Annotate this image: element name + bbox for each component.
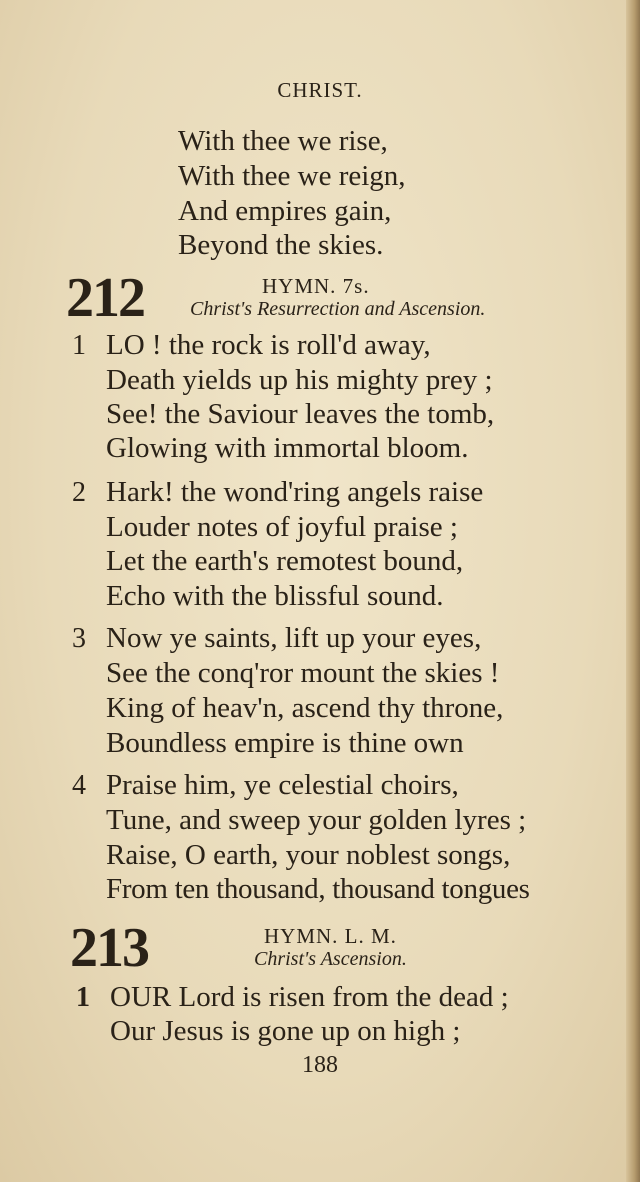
verse-line: Our Jesus is gone up on high ;: [110, 1015, 461, 1047]
stanza-number: 3: [72, 623, 86, 654]
verse-line: King of heav'n, ascend thy throne,: [106, 692, 504, 724]
verse-line: And empires gain,: [178, 195, 392, 227]
verse-line: Hark! the wond'ring angels raise: [106, 476, 484, 508]
hymn-title: HYMN. L. M.: [264, 924, 397, 948]
page-number: 188: [302, 1052, 338, 1078]
stanza-number: 1: [72, 330, 86, 361]
verse-line: Louder notes of joyful praise ;: [106, 511, 458, 543]
hymn-title: HYMN. 7s.: [262, 274, 370, 298]
verse-line: Death yields up his mighty prey ;: [106, 364, 493, 396]
page-edge: [626, 0, 640, 1182]
running-header: CHRIST.: [277, 78, 363, 102]
hymn-subtitle: Christ's Ascension.: [254, 948, 407, 970]
verse-line: Beyond the skies.: [178, 229, 384, 261]
verse-line: See! the Saviour leaves the tomb,: [106, 398, 495, 430]
hymn-subtitle: Christ's Resurrection and Ascension.: [190, 298, 486, 320]
verse-line: With thee we rise,: [178, 125, 388, 157]
verse-line: From ten thousand, thousand tongues: [106, 873, 530, 905]
verse-line: Praise him, ye celestial choirs,: [106, 769, 459, 801]
verse-line: Now ye saints, lift up your eyes,: [106, 622, 482, 654]
stanza-number: 1: [76, 982, 90, 1013]
hymn-number: 213: [70, 917, 148, 979]
hymn-number: 212: [66, 267, 144, 329]
verse-line: Let the earth's remotest bound,: [106, 545, 464, 577]
verse-line: With thee we reign,: [178, 160, 406, 192]
verse-line: Tune, and sweep your golden lyres ;: [106, 804, 527, 836]
verse-line: Echo with the blissful sound.: [106, 580, 444, 612]
verse-line: See the conq'ror mount the skies !: [106, 657, 500, 689]
verse-line: Raise, O earth, your noblest songs,: [106, 839, 511, 871]
verse-line: Glowing with immortal bloom.: [106, 432, 469, 464]
verse-line: Boundless empire is thine own: [106, 727, 464, 759]
verse-line: OUR Lord is risen from the dead ;: [110, 981, 509, 1013]
verse-line: LO ! the rock is roll'd away,: [106, 329, 431, 361]
stanza-number: 2: [72, 477, 86, 508]
stanza-number: 4: [72, 770, 86, 801]
